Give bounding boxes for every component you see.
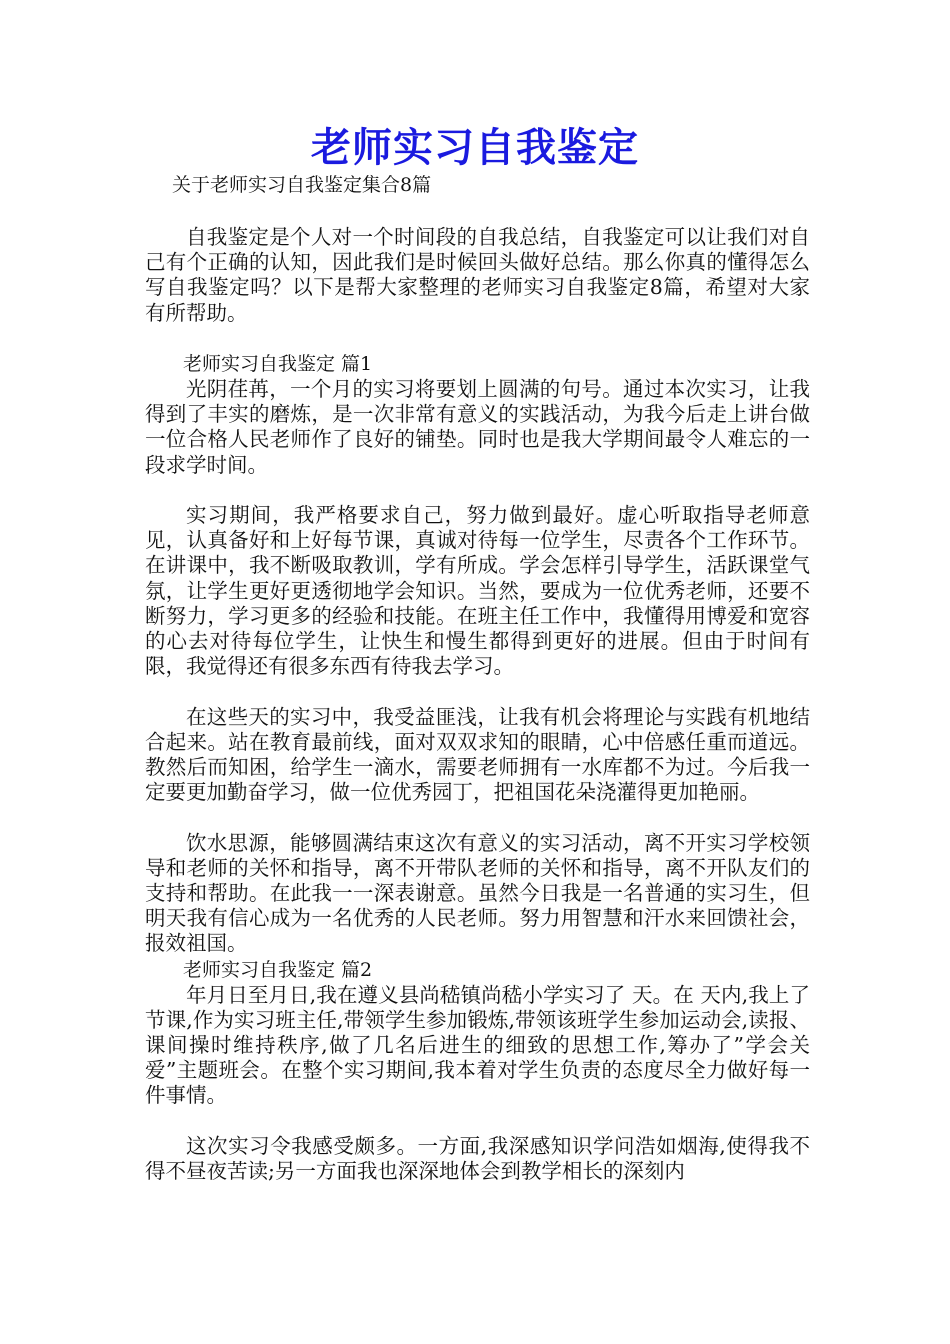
intro-paragraph: 自我鉴定是个人对一个时间段的自我总结，自我鉴定可以让我们对自己有个正确的认知，因此我们是时候回头做好总结。那么你真的懂得怎么写自我鉴定吗？以下是帮大家整理的老师实习自我鉴定8篇，希望对大家有所帮助。 [145,225,810,325]
paragraph-gap [145,679,810,704]
section1-paragraph-3: 在这些天的实习中，我受益匪浅，让我有机会将理论与实践有机地结合起来。站在教育最前线，面对双双求知的眼睛，心中倍感任重而道远。教然后而知困，给学生一滴水，需要老师拥有一水库都不为过。今后我一定要更加勤奋学习，做一位优秀园丁，把祖国花朵浇灌得更加艳丽。 [145,704,810,805]
section2-paragraph-1: 年月日至月日,我在遵义县尚嵇镇尚嵇小学实习了 天。在 天内,我上了 节课,作为实习班主任,带领学生参加锻炼,带领该班学生参加运动会,读报、课间操时维持秩序,做了几名后进生的细致的思想工作,筹办了”学会关爱”主题班会。在整个实习期间,我本着对学生负责的态度尽全力做好每一件事情。 [145,982,810,1108]
document-subtitle: 关于老师实习自我鉴定集合8篇 [172,174,432,196]
paragraph-gap [145,1109,810,1134]
section1-paragraph-2: 实习期间，我严格要求自己，努力做到最好。虚心听取指导老师意见，认真备好和上好每节课，真诚对待每一位学生，尽责各个工作环节。在讲课中，我不断吸取教训，学有所成。学会怎样引导学生，活跃课堂气氛，让学生更好更透彻地学会知识。当然，要成为一位优秀老师，还要不断努力，学习更多的经验和技能。在班主任工作中，我懂得用博爱和宽容的心去对待每位学生，让快生和慢生都得到更好的进展。但由于时间有限，我觉得还有很多东西有待我去学习。 [145,503,810,679]
section-heading-1: 老师实习自我鉴定 篇1 [183,353,373,375]
paragraph-gap [145,805,810,830]
section1-paragraph-4: 饮水思源，能够圆满结束这次有意义的实习活动，离不开实习学校领导和老师的关怀和指导，离不开带队老师的关怀和指导，离不开队友们的支持和帮助。在此我一一深表谢意。虽然今日我是一名普通的实习生，但明天我有信心成为一名优秀的人民老师。努力用智慧和汗水来回馈社会，报效祖国。 [145,830,810,956]
section2-paragraph-2: 这次实习令我感受颇多。一方面,我深感知识学问浩如烟海,使得我不得不昼夜苦读;另一方面我也深深地体会到教学相长的深刻内 [145,1133,810,1184]
section-heading-2: 老师实习自我鉴定 篇2 [183,958,373,981]
paragraph-gap [145,478,810,503]
document-body [145,225,810,1184]
paragraph-gap [145,326,810,351]
document-title: 老师实习自我鉴定 [311,124,639,171]
section1-paragraph-1: 光阴荏苒，一个月的实习将要划上圆满的句号。通过本次实习，让我得到了丰实的磨炼，是一次非常有意义的实践活动，为我今后走上讲台做一位合格人民老师作了良好的铺垫。同时也是我大学期间最令人难忘的一段求学时间。 [145,377,810,477]
